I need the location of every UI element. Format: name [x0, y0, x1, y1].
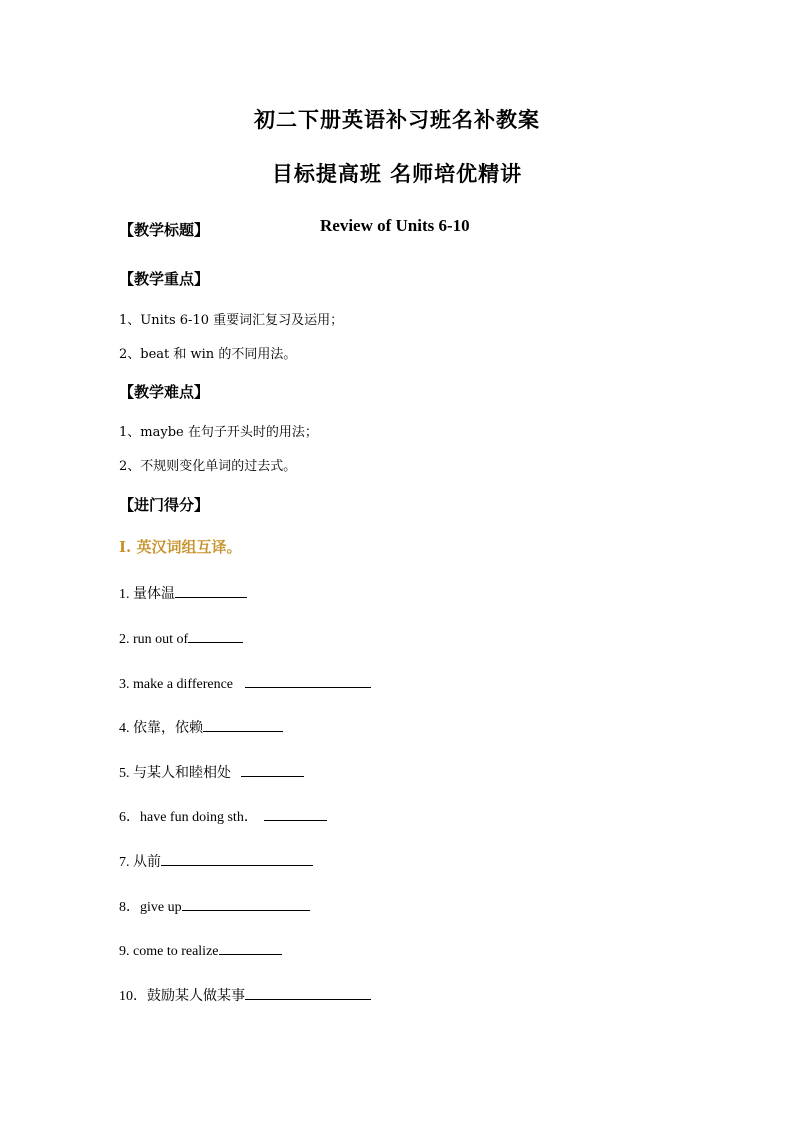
exercise-item	[119, 673, 371, 693]
exercise-item-text: 10．鼓励某人做某事	[119, 989, 245, 1004]
exercise-item	[119, 851, 313, 871]
answer-blank[interactable]	[203, 717, 283, 732]
exercise-item-text: 2. run out of	[119, 632, 189, 647]
exercise-title: I. 英汉词组互译。	[119, 538, 242, 556]
exercise-item-text: 5. 与某人和睦相处	[119, 766, 235, 781]
exercise-item	[119, 628, 243, 648]
key-point-1: 1、Units 6-10 重要词汇复习及运用；	[119, 313, 344, 328]
exercise-item	[119, 896, 310, 916]
exercise-item	[119, 717, 283, 737]
answer-blank[interactable]	[188, 628, 243, 643]
exercise-item	[119, 806, 327, 826]
exercise-item-text: 1. 量体温	[119, 587, 175, 602]
answer-blank[interactable]	[175, 583, 247, 598]
key-point-2: 2、beat 和 win 的不同用法。	[119, 347, 297, 362]
answer-blank[interactable]	[245, 985, 371, 1000]
topic-label: 【教学标题】	[119, 221, 210, 239]
answer-blank[interactable]	[182, 896, 310, 911]
document-subtitle: 目标提高班 名师培优精讲	[271, 161, 523, 186]
exercise-item-text: 8．give up	[119, 900, 182, 915]
answer-blank[interactable]	[264, 806, 327, 821]
answer-blank[interactable]	[241, 762, 304, 777]
topic-value: Review of Units 6-10	[320, 216, 470, 235]
difficulty-label: 【教学难点】	[119, 383, 210, 401]
exercise-item	[119, 940, 282, 960]
key-points-label: 【教学重点】	[119, 270, 210, 288]
answer-blank[interactable]	[161, 851, 313, 866]
exercise-item	[119, 985, 371, 1005]
exercise-item-text: 4. 依靠，依赖	[119, 721, 203, 736]
exercise-item	[119, 762, 304, 782]
answer-blank[interactable]	[245, 673, 371, 688]
exercise-item	[119, 583, 247, 603]
difficulty-point-2: 2、不规则变化单词的过去式。	[119, 459, 297, 474]
exercise-item-text: 9. come to realize	[119, 944, 219, 959]
exercise-item-text: 7. 从前	[119, 855, 161, 870]
exercise-item-text: 6．have fun doing sth．	[119, 810, 258, 825]
entry-score-label: 【进门得分】	[119, 496, 210, 514]
answer-blank[interactable]	[219, 940, 282, 955]
exercise-item-text: 3. make a difference	[119, 677, 237, 692]
difficulty-point-1: 1、maybe 在句子开头时的用法；	[119, 425, 318, 440]
document-title: 初二下册英语补习班名补教案	[254, 107, 540, 132]
